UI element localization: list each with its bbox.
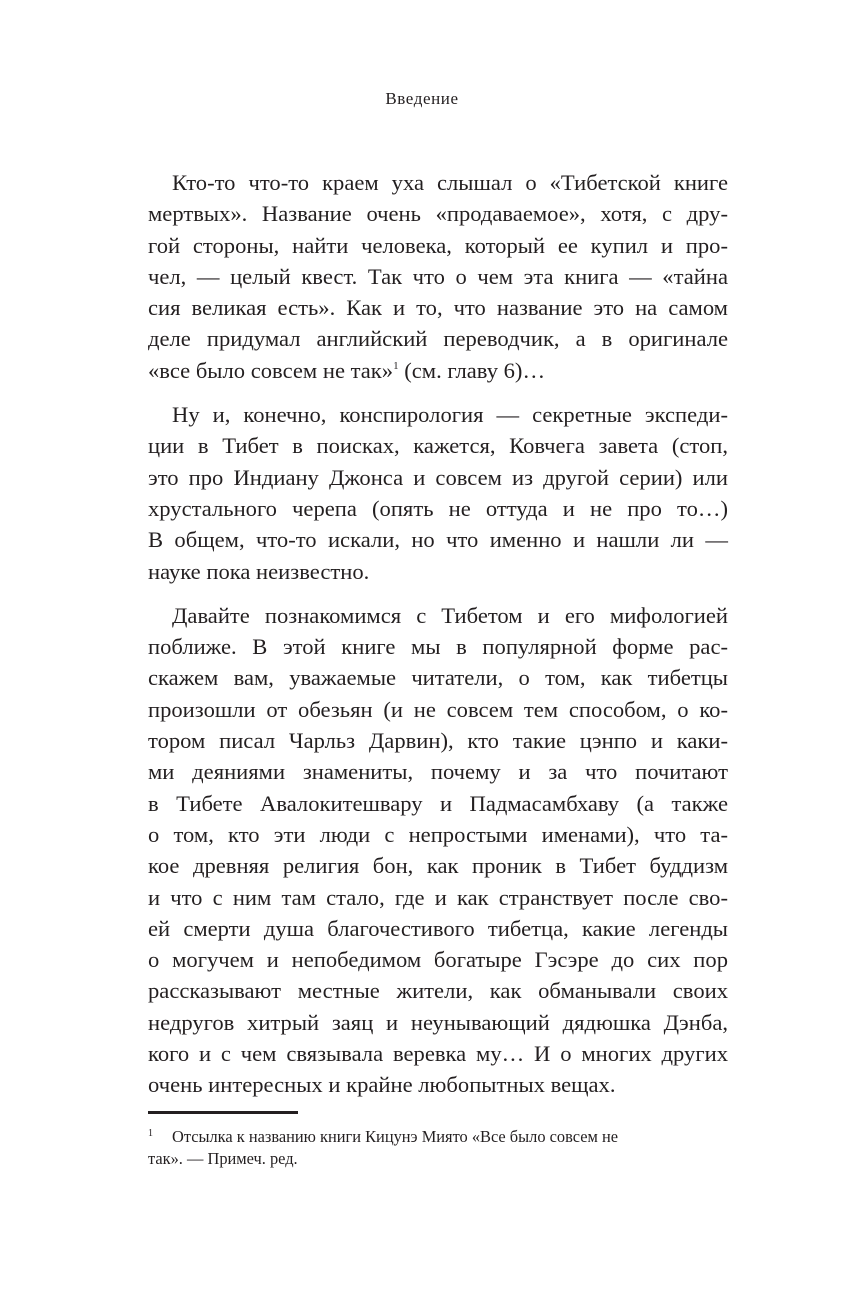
text-line: деле придумал английский переводчик, а в оригинале bbox=[148, 326, 728, 352]
text-line: Кто-то что-то краем уха слышал о «Тибетской книге bbox=[172, 170, 728, 195]
text-line: В общем, что-то искали, но что именно и нашли ли — bbox=[148, 527, 728, 553]
text-line: науке пока неизвестно. bbox=[148, 558, 370, 584]
text-line: рассказывают местные жители, как обманывали своих bbox=[148, 978, 728, 1004]
text-line: мертвых». Название очень «продаваемое», хотя, с дру- bbox=[148, 201, 728, 227]
text-line bbox=[148, 355, 728, 386]
text-line: ми деяниями знамениты, почему и за что почитают bbox=[148, 759, 728, 785]
text-line: это про Индиану Джонса и совсем из другой серии) или bbox=[148, 464, 728, 490]
text-line: чел, — целый квест. Так что о чем эта книга — «тайна bbox=[148, 263, 728, 289]
text-line: очень интересных и крайне любопытных вещах. bbox=[148, 1072, 616, 1098]
text-line: поближе. В этой книге мы в популярной форме рас- bbox=[148, 634, 728, 660]
footnote-line: так». — Примеч. ред. bbox=[148, 1149, 298, 1168]
text-segment: (см. главу 6)… bbox=[398, 357, 546, 383]
text-line: ей смерти душа благочестивого тибетца, какие легенды bbox=[148, 915, 728, 941]
text-line: тором писал Чарльз Дарвин), кто такие цэнпо и каки- bbox=[148, 728, 728, 754]
footnote-reference: 1 bbox=[393, 359, 399, 372]
text-line: недругов хитрый заяц и неунывающий дядюшка Дэнба, bbox=[148, 1009, 728, 1035]
text-line: о том, кто эти люди с непростыми именами), что та- bbox=[148, 821, 728, 847]
body-text bbox=[148, 167, 728, 1114]
text-line: гой стороны, найти человека, который ее купил и про- bbox=[148, 232, 728, 258]
text-line: о могучем и непобедимом богатыре Гэсэре до сих пор bbox=[148, 947, 728, 973]
paragraph-3 bbox=[148, 600, 728, 1101]
text-line: в Тибете Авалокитешвару и Падмасамбхаву (а также bbox=[148, 790, 728, 816]
paragraph-2 bbox=[148, 399, 728, 587]
footnote-divider bbox=[148, 1111, 298, 1114]
text-line: кого и с чем связывала веревка му… И о многих других bbox=[148, 1041, 728, 1067]
running-head: Введение bbox=[385, 89, 459, 108]
footnote-text bbox=[148, 1126, 728, 1170]
text-line: произошли от обезьян (и не совсем тем способом, о ко- bbox=[148, 696, 728, 722]
text-line: кое древняя религия бон, как проник в Тибет буддизм bbox=[148, 853, 728, 879]
text-segment: «все было совсем не так» bbox=[148, 357, 394, 383]
footnote-line: Отсылка к названию книги Кицунэ Миято «Все было совсем не bbox=[172, 1127, 618, 1146]
text-line: и что с ним там стало, где и как странствует после сво- bbox=[148, 884, 728, 910]
paragraph-1 bbox=[148, 167, 728, 386]
text-line: скажем вам, уважаемые читатели, о том, как тибетцы bbox=[148, 665, 728, 691]
footnote bbox=[148, 1126, 728, 1170]
text-line: ции в Тибет в поисках, кажется, Ковчега завета (стоп, bbox=[148, 433, 728, 459]
text-line: хрустального черепа (опять не оттуда и не про то…) bbox=[148, 495, 728, 521]
text-line: сия великая есть». Как и то, что название это на самом bbox=[148, 295, 728, 321]
text-line: Давайте познакомимся с Тибетом и его мифологией bbox=[172, 602, 728, 628]
text-line: Ну и, конечно, конспирология — секретные экспеди- bbox=[172, 402, 728, 428]
footnote-number: 1 bbox=[148, 1128, 153, 1139]
